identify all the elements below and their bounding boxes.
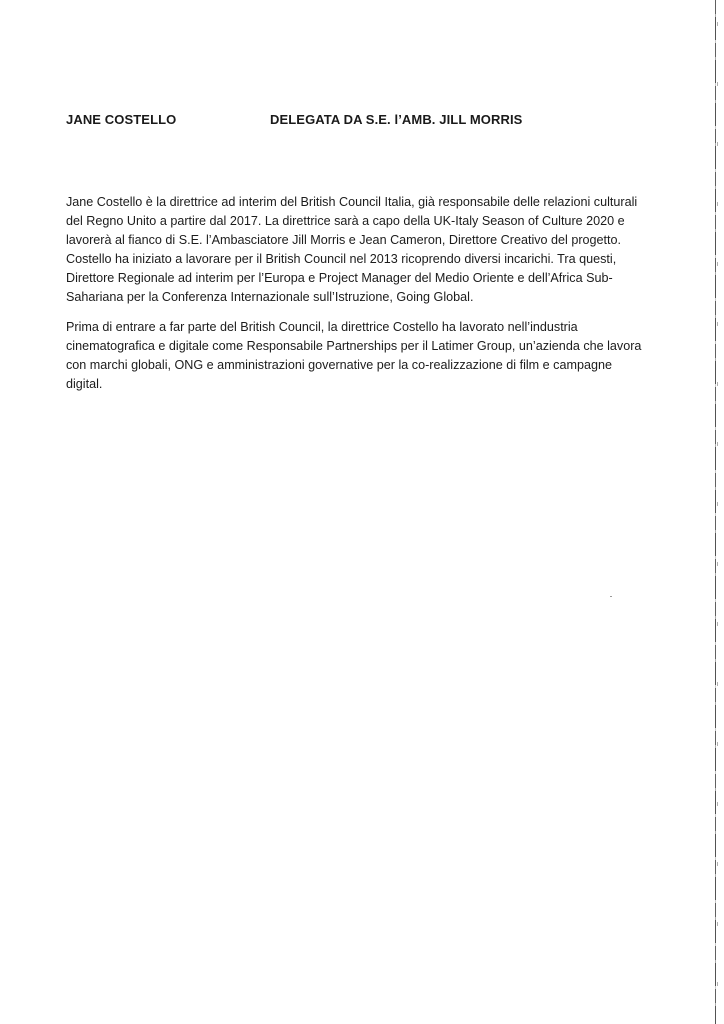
document-header (66, 112, 666, 132)
person-role: DELEGATA DA S.E. l’AMB. JILL MORRIS (270, 112, 523, 127)
paragraph-2: Prima di entrare a far parte del British Council, la direttrice Costello ha lavorato nell’industria cinematografica e digitale come Responsabile Partnerships per il Latimer Group, un’azienda che lavora con marchi globali, ONG e amministrazioni governative per la co-realizzazione di film e campagne digital. (66, 320, 642, 392)
document-body (66, 193, 651, 406)
scan-speck (610, 596, 612, 597)
person-name: JANE COSTELLO (66, 112, 177, 127)
scan-edge-artifact-secondary (717, 0, 718, 1024)
scan-edge-artifact (715, 0, 716, 1024)
paragraph-1: Jane Costello è la direttrice ad interim del British Council Italia, già responsabile delle relazioni culturali del Regno Unito a partire dal 2017. La direttrice sarà a capo della UK-Italy Season of Culture 2020 e lavorerà al fianco di S.E. l’Ambasciatore Jill Morris e Jean Cameron, Direttore Creativo del progetto. Costello ha iniziato a lavorare per il British Council nel 2013 ricoprendo diversi incarichi. Tra questi, Direttore Regionale ad interim per l’Europa e Project Manager del Medio Oriente e dell’Africa Sub-Sahariana per la Conferenza Internazionale sull’Istruzione, Going Global. (66, 195, 638, 304)
